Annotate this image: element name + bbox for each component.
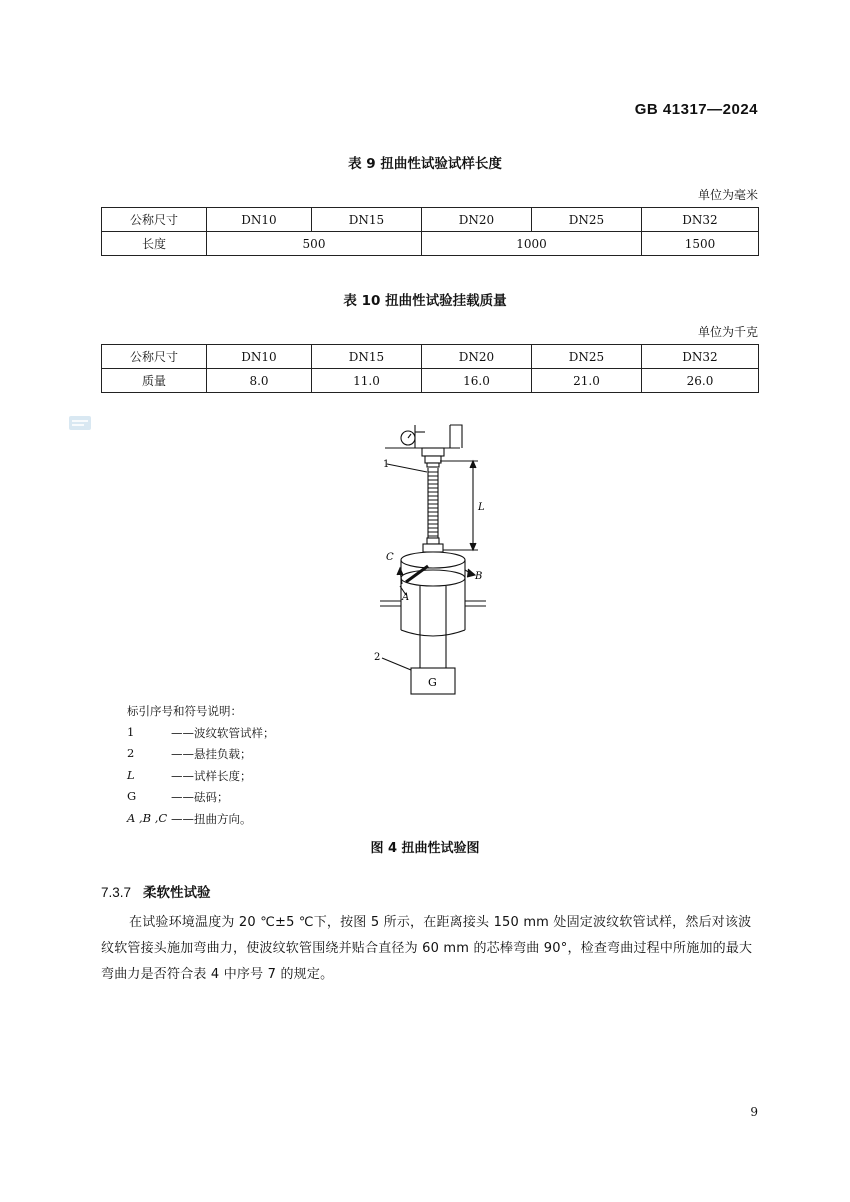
- legend-symbol: A ,B ,C: [127, 810, 168, 825]
- table10-value: 11.0: [312, 369, 422, 393]
- table9-title: 表 9 扭曲性试验试样长度: [348, 156, 502, 172]
- table9-unit: 单位为毫米: [697, 188, 758, 202]
- standard-number: GB 41317—2024: [634, 101, 758, 118]
- section-title: 柔软性试验: [143, 885, 211, 901]
- table10-size: DN10: [207, 345, 312, 369]
- table-row: [102, 232, 759, 256]
- table10-value: 16.0: [422, 369, 532, 393]
- legend-title: 标引序号和符号说明：: [127, 704, 242, 718]
- legend-symbol: 2: [127, 746, 135, 760]
- table10-size: DN25: [532, 345, 642, 369]
- legend-desc: ——砝码；: [171, 790, 229, 804]
- table9-value: 500: [207, 232, 422, 256]
- table9-value: 1000: [422, 232, 642, 256]
- label-C: C: [386, 552, 394, 563]
- table10-title: 表 10 扭曲性试验挂载质量: [343, 293, 507, 309]
- legend-symbol: L: [127, 767, 135, 782]
- page-number: 9: [750, 1105, 758, 1119]
- table9-row-label: 长度: [102, 232, 207, 256]
- table10: [101, 344, 759, 393]
- table9-header-label: 公称尺寸: [102, 208, 207, 232]
- table10-row-label: 质量: [102, 369, 207, 393]
- label-A: A: [402, 592, 410, 603]
- table9-value: 1500: [642, 232, 759, 256]
- label-B: B: [475, 571, 483, 582]
- table9-size: DN32: [642, 208, 759, 232]
- table10-size: DN20: [422, 345, 532, 369]
- legend-symbol: 1: [127, 724, 135, 739]
- torsion-test-diagram: [370, 420, 500, 700]
- legend-item: [127, 746, 275, 768]
- legend-symbol: G: [127, 789, 137, 803]
- table-row: [102, 208, 759, 232]
- table9: [101, 207, 759, 256]
- label-2: 2: [374, 652, 381, 663]
- table10-size: DN15: [312, 345, 422, 369]
- table9-size: DN25: [532, 208, 642, 232]
- table10-value: 26.0: [642, 369, 759, 393]
- figure-caption: 图 4 扭曲性试验图: [370, 841, 480, 856]
- table9-size: DN10: [207, 208, 312, 232]
- figure-legend: [127, 703, 275, 832]
- table10-unit: 单位为千克: [697, 325, 758, 339]
- watermark-stamp-icon: [68, 414, 92, 432]
- label-G: G: [428, 676, 437, 689]
- legend-desc: ——扭曲方向。: [171, 811, 252, 826]
- table-row: [102, 369, 759, 393]
- table10-header-label: 公称尺寸: [102, 345, 207, 369]
- legend-item: [127, 811, 275, 833]
- label-1: 1: [383, 459, 390, 470]
- table10-value: 21.0: [532, 369, 642, 393]
- section-number: 7.3.7: [101, 885, 132, 900]
- table9-size: DN20: [422, 208, 532, 232]
- legend-desc: ——悬挂负载；: [171, 747, 252, 761]
- label-L: L: [478, 502, 485, 513]
- legend-item: [127, 789, 275, 811]
- table9-size: DN15: [312, 208, 422, 232]
- table-row: [102, 345, 759, 369]
- section-paragraph: 在试验环境温度为 20 ℃±5 ℃下，按图 5 所示，在距离接头 150 mm 处固定波纹软管试样，然后对该波纹软管接头施加弯曲力，使波纹软管围绕并贴合直径为 60 mm 的芯棒弯曲 90°，检查弯曲过程中所施加的最大弯曲力是否符合表 4 中序号 7 的规定。: [101, 915, 753, 982]
- legend-item: [127, 768, 275, 790]
- legend-desc: ——试样长度；: [171, 768, 252, 783]
- section-heading: [101, 881, 211, 901]
- table10-size: DN32: [642, 345, 759, 369]
- legend-desc: ——波纹软管试样；: [171, 725, 275, 740]
- table10-value: 8.0: [207, 369, 312, 393]
- legend-item: [127, 725, 275, 747]
